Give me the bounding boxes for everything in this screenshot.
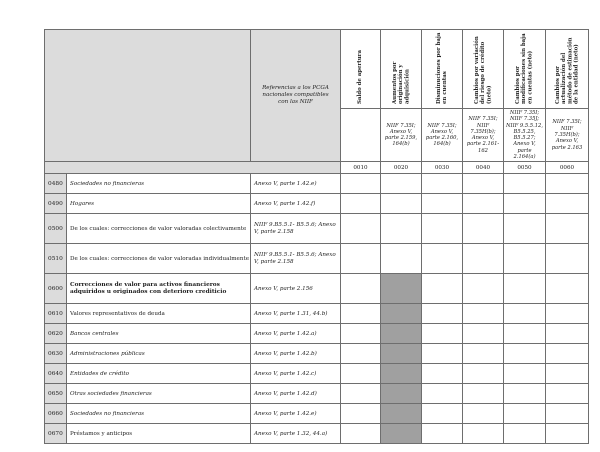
column-header-0060: [546, 30, 589, 109]
column-code: 0020: [381, 162, 422, 174]
value-cell[interactable]: [504, 194, 546, 214]
row-reference: Anexo V, parte 1.31, 44.b): [251, 304, 341, 324]
value-cell[interactable]: [422, 214, 463, 244]
value-cell[interactable]: [463, 274, 504, 304]
value-cell[interactable]: [504, 384, 546, 404]
table-row: [45, 384, 589, 404]
row-label: Hogares: [67, 194, 251, 214]
row-label: Entidades de crédito: [67, 364, 251, 384]
value-cell: [381, 344, 422, 364]
column-reference-0050: NIIF 7.35I; NIIF 7.35J; NIIF 9.5.5.12, B5.5.25, B5.5.27; Anexo V, parte 2.164(a): [504, 109, 546, 162]
value-cell[interactable]: [341, 214, 381, 244]
value-cell[interactable]: [422, 364, 463, 384]
value-cell[interactable]: [422, 274, 463, 304]
value-cell[interactable]: [546, 424, 589, 444]
row-reference: Anexo V, parte 1.42.c): [251, 364, 341, 384]
table-row: [45, 364, 589, 384]
value-cell: [381, 364, 422, 384]
value-cell[interactable]: [504, 364, 546, 384]
value-cell[interactable]: [504, 344, 546, 364]
value-cell[interactable]: [422, 404, 463, 424]
column-code: 0060: [546, 162, 589, 174]
row-label: Administraciones públicas: [67, 344, 251, 364]
value-cell[interactable]: [463, 214, 504, 244]
value-cell[interactable]: [341, 384, 381, 404]
value-cell[interactable]: [381, 214, 422, 244]
value-cell[interactable]: [463, 304, 504, 324]
table-row: [45, 324, 589, 344]
value-cell[interactable]: [546, 364, 589, 384]
value-cell[interactable]: [422, 304, 463, 324]
column-code: 0040: [463, 162, 504, 174]
table-row: [45, 194, 589, 214]
value-cell[interactable]: [422, 324, 463, 344]
row-reference: NIIF 9.B5.5.1- B5.5.6; Anexo V, parte 2.158: [251, 244, 341, 274]
table-row: [45, 404, 589, 424]
row-code: 0490: [45, 194, 67, 214]
value-cell[interactable]: [504, 424, 546, 444]
row-code: 0510: [45, 244, 67, 274]
column-code: 0050: [504, 162, 546, 174]
value-cell[interactable]: [381, 194, 422, 214]
table-row: [45, 344, 589, 364]
value-cell[interactable]: [422, 384, 463, 404]
reference-header: Referencias a los PCGA nacionales compatibles con las NIIF: [251, 30, 341, 162]
row-reference: Anexo V, parte 2.156: [251, 274, 341, 304]
header-row: [45, 30, 589, 109]
column-header-0040: [463, 30, 504, 109]
value-cell[interactable]: [463, 344, 504, 364]
value-cell[interactable]: [341, 244, 381, 274]
value-cell[interactable]: [463, 364, 504, 384]
value-cell[interactable]: [463, 174, 504, 194]
column-reference-0040: NIIF 7.35I; NIIF 7.35H(b); Anexo V, parte 2.161-162: [463, 109, 504, 162]
row-code: 0640: [45, 364, 67, 384]
table-row: [45, 174, 589, 194]
column-header-0010: [341, 30, 381, 109]
value-cell[interactable]: [341, 174, 381, 194]
column-reference-0010: [341, 109, 381, 162]
row-code: 0620: [45, 324, 67, 344]
table-row: [45, 214, 589, 244]
row-label: Sociedades no financieras: [67, 404, 251, 424]
value-cell[interactable]: [463, 244, 504, 274]
row-code: 0610: [45, 304, 67, 324]
column-code: 0030: [422, 162, 463, 174]
table-row: [45, 424, 589, 444]
row-code: 0480: [45, 174, 67, 194]
value-cell[interactable]: [504, 324, 546, 344]
value-cell[interactable]: [504, 174, 546, 194]
value-cell[interactable]: [341, 344, 381, 364]
table-row: [45, 274, 589, 304]
value-cell[interactable]: [422, 194, 463, 214]
column-title: Cambios por actualización del método de estimación de la entidad (neto): [554, 37, 580, 104]
column-reference-0020: NIIF 7.35I; Anexo V, parte 2.159, 164(b): [381, 109, 422, 162]
value-cell[interactable]: [341, 364, 381, 384]
row-reference: NIIF 9.B5.5.1- B5.5.6; Anexo V, parte 2.158: [251, 214, 341, 244]
value-cell[interactable]: [341, 424, 381, 444]
table-row: [45, 244, 589, 274]
value-cell[interactable]: [546, 174, 589, 194]
impairment-table: [44, 29, 589, 444]
value-cell[interactable]: [546, 324, 589, 344]
column-reference-0060: NIIF 7.35I; NIIF 7.35H(b); Anexo V, parte 2.163: [546, 109, 589, 162]
row-label: Sociedades no financieras: [67, 174, 251, 194]
value-cell[interactable]: [422, 174, 463, 194]
value-cell: [381, 424, 422, 444]
row-label: De los cuales: correcciones de valor valoradas colectivamente: [67, 214, 251, 244]
value-cell[interactable]: [546, 194, 589, 214]
column-header-0020: [381, 30, 422, 109]
value-cell[interactable]: [422, 344, 463, 364]
value-cell[interactable]: [463, 194, 504, 214]
value-cell[interactable]: [504, 304, 546, 324]
table-body: [45, 174, 589, 444]
value-cell[interactable]: [463, 324, 504, 344]
value-cell: [381, 304, 422, 324]
value-cell[interactable]: [422, 424, 463, 444]
value-cell: [381, 274, 422, 304]
value-cell[interactable]: [463, 404, 504, 424]
column-code-row: [45, 162, 589, 174]
value-cell[interactable]: [341, 194, 381, 214]
value-cell[interactable]: [546, 274, 589, 304]
row-reference: Anexo V, parte 1.42.e): [251, 174, 341, 194]
value-cell: [381, 384, 422, 404]
header-blank: [45, 30, 251, 162]
row-code: 0670: [45, 424, 67, 444]
value-cell[interactable]: [341, 304, 381, 324]
row-code: 0660: [45, 404, 67, 424]
row-reference: Anexo V, parte 1.32, 44.a): [251, 424, 341, 444]
row-code: 0630: [45, 344, 67, 364]
column-title: Saldo de apertura: [357, 49, 364, 104]
column-code: 0010: [341, 162, 381, 174]
column-title: Cambios por modificaciones sin baja en cuentas (neto): [515, 33, 534, 104]
row-reference: Anexo V, parte 1.42.d): [251, 384, 341, 404]
row-reference: Anexo V, parte 1.42.b): [251, 344, 341, 364]
value-cell[interactable]: [504, 274, 546, 304]
value-cell[interactable]: [422, 244, 463, 274]
column-reference-0030: NIIF 7.35I; Anexo V, parte 2.160, 164(b): [422, 109, 463, 162]
value-cell[interactable]: [463, 424, 504, 444]
column-header-0050: [504, 30, 546, 109]
value-cell[interactable]: [341, 404, 381, 424]
column-header-0030: [422, 30, 463, 109]
row-label: De los cuales: correcciones de valor valoradas individualmente: [67, 244, 251, 274]
value-cell[interactable]: [546, 304, 589, 324]
column-title: Disminuciones por baja en cuentas: [435, 32, 448, 104]
value-cell[interactable]: [504, 404, 546, 424]
value-cell: [381, 324, 422, 344]
row-code: 0500: [45, 214, 67, 244]
value-cell[interactable]: [504, 244, 546, 274]
value-cell[interactable]: [381, 174, 422, 194]
row-label: Bancos centrales: [67, 324, 251, 344]
value-cell[interactable]: [504, 214, 546, 244]
value-cell[interactable]: [341, 274, 381, 304]
value-cell[interactable]: [546, 384, 589, 404]
column-code-blank: [45, 162, 341, 174]
value-cell[interactable]: [546, 244, 589, 274]
value-cell[interactable]: [546, 404, 589, 424]
row-reference: Anexo V, parte 1.42.a): [251, 324, 341, 344]
row-label: Préstamos y anticipos: [67, 424, 251, 444]
column-title: Cambios por variación del riesgo de crédito (neto): [473, 36, 493, 104]
row-label: Otras sociedades financieras: [67, 384, 251, 404]
table-row: [45, 304, 589, 324]
row-label: Correcciones de valor para activos financieros adquiridos u originados con deterioro crediticio: [67, 274, 251, 304]
column-title: Aumentos por originación y adquisición: [391, 61, 411, 104]
value-cell[interactable]: [463, 384, 504, 404]
row-code: 0650: [45, 384, 67, 404]
value-cell[interactable]: [341, 324, 381, 344]
value-cell[interactable]: [381, 244, 422, 274]
row-code: 0600: [45, 274, 67, 304]
value-cell: [381, 404, 422, 424]
value-cell[interactable]: [546, 214, 589, 244]
row-reference: Anexo V, parte 1.42.f): [251, 194, 341, 214]
row-reference: Anexo V, parte 1.42.e): [251, 404, 341, 424]
value-cell[interactable]: [546, 344, 589, 364]
row-label: Valores representativos de deuda: [67, 304, 251, 324]
